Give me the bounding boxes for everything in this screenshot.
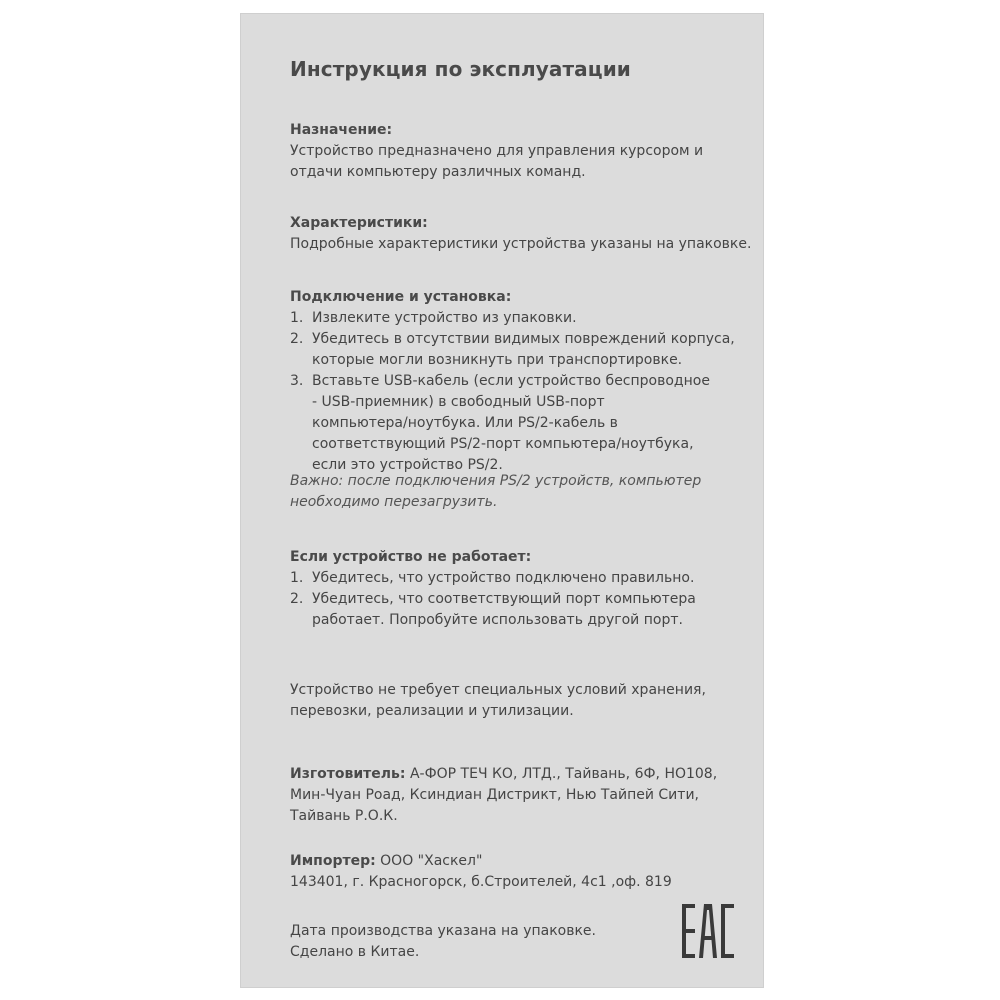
- made-in-note: Сделано в Китае.: [290, 944, 420, 960]
- installation-step: [290, 371, 760, 476]
- note-line-2: необходимо перезагрузить.: [290, 494, 498, 510]
- storage-section: [290, 680, 760, 722]
- step-text: Извлеките устройство из упаковки.: [312, 310, 577, 326]
- importer-section: [290, 851, 760, 893]
- step-text: Убедитесь в отсутствии видимых повреждений корпуса, которые могли возникнуть при транспортировке.: [312, 331, 735, 368]
- troubleshooting-step: [290, 589, 760, 631]
- importer-address: 143401, г. Красногорск, б.Строителей, 4с1 ,оф. 819: [290, 874, 672, 890]
- storage-line-2: перевозки, реализации и утилизации.: [290, 703, 574, 719]
- step-number: 1.: [290, 310, 304, 326]
- page-title: Инструкция по эксплуатации: [290, 57, 631, 81]
- step-text: Вставьте USB-кабель (если устройство беспроводное - USB-приемник) в свободный USB-порт компьютера/ноутбука. Или PS/2-кабель в соответствующий PS/2-порт компьютера/ноутбука, если это устройство PS/2.: [312, 373, 710, 473]
- characteristics-text: Подробные характеристики устройства указаны на упаковке.: [290, 236, 752, 252]
- characteristics-heading: Характеристики:: [290, 215, 428, 231]
- important-note: [290, 471, 760, 513]
- storage-line-1: Устройство не требует специальных условий хранения,: [290, 682, 706, 698]
- manufacturer-address-line-3: Тайвань Р.О.К.: [290, 808, 398, 824]
- purpose-line-1: Устройство предназначено для управления курсором и: [290, 143, 704, 159]
- step-number: 2.: [290, 331, 304, 347]
- installation-step: [290, 308, 760, 329]
- purpose-heading: Назначение:: [290, 122, 393, 138]
- manufacturer-label: Изготовитель:: [290, 766, 406, 782]
- troubleshooting-steps: [290, 568, 760, 631]
- importer-label: Импортер:: [290, 853, 376, 869]
- installation-heading: Подключение и установка:: [290, 289, 512, 305]
- installation-section: [290, 287, 760, 476]
- characteristics-section: [290, 213, 760, 255]
- manufacturer-address-line-1: А-ФОР ТЕЧ КО, ЛТД., Тайвань, 6Ф, НО108,: [405, 766, 718, 782]
- step-number: 1.: [290, 570, 304, 586]
- instruction-sheet: [240, 13, 764, 988]
- step-text: Убедитесь, что устройство подключено правильно.: [312, 570, 695, 586]
- troubleshooting-section: [290, 547, 760, 631]
- step-number: 2.: [290, 591, 304, 607]
- importer-name: ООО "Хаскел": [375, 853, 483, 869]
- eac-certification-mark: [682, 904, 734, 958]
- note-line-1: Важно: после подключения PS/2 устройств, компьютер: [290, 473, 702, 489]
- troubleshooting-step: [290, 568, 760, 589]
- step-text: Убедитесь, что соответствующий порт компьютера работает. Попробуйте использовать другой порт.: [312, 591, 696, 628]
- installation-step: [290, 329, 760, 371]
- manufacturer-address-line-2: Мин-Чуан Роад, Ксиндиан Дистрикт, Нью Тайпей Сити,: [290, 787, 699, 803]
- troubleshooting-heading: Если устройство не работает:: [290, 549, 532, 565]
- manufacturer-section: [290, 764, 760, 827]
- purpose-line-2: отдачи компьютеру различных команд.: [290, 164, 586, 180]
- installation-steps: [290, 308, 760, 476]
- production-date-note: Дата производства указана на упаковке.: [290, 923, 596, 939]
- step-number: 3.: [290, 373, 304, 389]
- purpose-section: [290, 120, 760, 183]
